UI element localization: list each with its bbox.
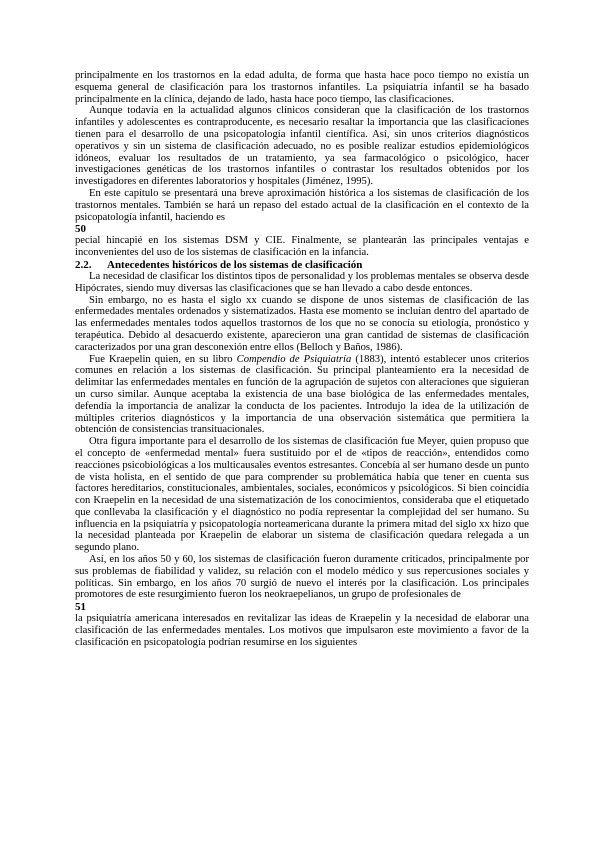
book-title: Compendio de Psiquiatría	[236, 353, 352, 365]
paragraph-kraepelin	[75, 354, 529, 437]
kraepelin-text-end: (1883), intentó establecer unos criterios comunes en relación a los sistemas de clasificación. Su principal planteamiento era la necesidad de delimitar las enfermedades mentales en función de la agrupación de sujetos con alteraciones que siguieran un curso similar. Aunque aceptaba la existencia de una base biológica de las enfermedades mentales, defendía la importancia de analizar la conducta de los pacientes. Introdujo la idea de la utilización de múltiples criterios diagnósticos y la importancia de una observación sistemática que permitiera la obtención de consistencias transituacionales.	[75, 353, 529, 436]
paragraph-chapter-intro: En este capítulo se presentará una breve aproximación histórica a los sistemas de clasificación de los trastornos mentales. También se hará un repaso del estado actual de la clasificación en el contexto de la psicopatología infantil, haciendo es	[75, 187, 529, 223]
section-heading	[75, 259, 529, 271]
paragraph-dsm-cie: pecial hincapié en los sistemas DSM y CIE. Finalmente, se plantearán las principales ventajas e inconvenientes del uso de los sistemas de clasificación en la infancia.	[75, 235, 529, 259]
paragraph-classification-importance: Aunque todavía en la actualidad algunos clínicos consideran que la clasificación de los trastornos infantiles y adolescentes es contraproducente, es necesario resaltar la importancia que las clasificaciones tienen para el desarrollo de una psicopatología infantil científica. Así, sin unos criterios diagnósticos operativos y sin un sistema de clasificación adecuado, no es posible realizar estudios epidemiológicos idóneos, evaluar los resultados de un tratamiento, ya sea farmacológico o psicológico, hacer investigaciones genéticas de los trastornos infantiles o contrastar los resultados obtenidos por los investigadores en diferentes laboratorios y hospitales (Jiménez, 1995).	[75, 105, 529, 188]
section-number: 2.2.	[75, 258, 92, 271]
paragraph-meyer: Otra figura importante para el desarrollo de los sistemas de clasificación fue Meyer, quien propuso que el concepto de «enfermedad mental» fuera sustituido por el de «tipos de reacción», entendidos como reacciones psicobiológicas a los multicausales eventos estresantes. Concebía al ser humano desde un punto de vista holista, en el sentido de que para comprender su problemática había que tener en cuenta sus factores hereditarios, constitucionales, ambientales, sociales, económicos y psicológicos. Si bien coincidía con Kraepelin en la necesidad de una sistematización de los conocimientos, consideraba que el etiquetado que conllevaba la clasificación y el diagnóstico no podía representar la complejidad del ser humano. Su influencia en la psiquiatría y psicopatología norteamericana durante la primera mitad del siglo xx hizo que la necesidad planteada por Kraepelin de elaborar un sistema de clasificación quedara relegada a un segundo plano.	[75, 436, 529, 554]
page-number-50: 50	[75, 223, 86, 236]
paragraph-american-psychiatry: la psiquiatría americana interesados en revitalizar las ideas de Kraepelin y la necesidad de elaborar una clasificación de las enfermedades mentales. Los motivos que impulsaron este movimiento a favor de la clasificación en psicopatología podrían resumirse en los siguientes	[75, 613, 529, 648]
page-number-51: 51	[75, 601, 86, 614]
kraepelin-text-start: Fue Kraepelin quien, en su libro	[89, 353, 237, 365]
paragraph-fifties-sixties: Así, en los años 50 y 60, los sistemas de clasificación fueron duramente criticados, principalmente por sus problemas de fiabilidad y validez, su relación con el modelo médico y sus repercusiones sociales y políticas. Sin embargo, en los años 70 surgió de nuevo el interés por la clasificación. Los principales promotores de este resurgimiento fueron los neokraepelianos, un grupo de profesionales de	[75, 554, 529, 601]
paragraph-twentieth-century: Sin embargo, no es hasta el siglo xx cuando se dispone de unos sistemas de clasificación de las enfermedades mentales ordenados y sistematizados. Hasta ese momento se incluían dentro del apartado de las enfermedades mentales todos aquellos trastornos de los que no se conocía su etiología, pronóstico y terapéutica. Debido al desacuerdo existente, aparecieron una gran cantidad de sistemas de clasificación caracterizados por una gran desconexión entre ellos (Belloch y Baños, 1986).	[75, 294, 529, 353]
section-title: Antecedentes históricos de los sistemas de clasificación	[107, 258, 363, 271]
document-page	[75, 70, 529, 649]
paragraph-hippocrates: La necesidad de clasificar los distintos tipos de personalidad y los problemas mentales se observa desde Hipócrates, siendo muy diversas las clasificaciones que se han llevado a cabo desde entonces.	[75, 270, 529, 294]
paragraph-continuation: principalmente en los trastornos en la edad adulta, de forma que hasta hace poco tiempo no existía un esquema general de clasificación para los trastornos infantiles. La psiquiatría infantil se ha basado principalmente en la clínica, dejando de lado, hasta hace poco tiempo, las clasificaciones.	[75, 70, 529, 105]
